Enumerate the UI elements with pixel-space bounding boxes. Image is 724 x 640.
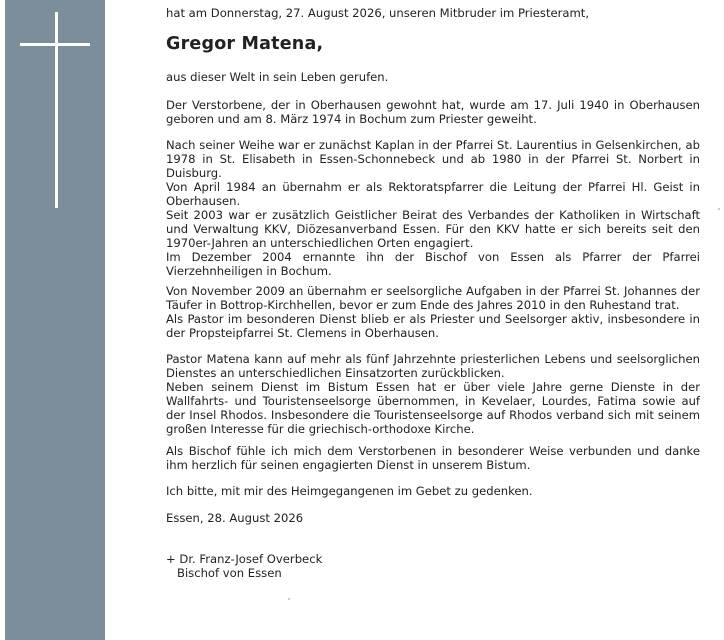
signature-block xyxy=(166,552,322,580)
called-line xyxy=(166,70,700,84)
signatory-title: Bischof von Essen xyxy=(177,566,282,580)
paragraph-line: Pastor Matena kann auf mehr als fünf Jahrzehnte priesterlichen Lebens und seelsorglichen Dienstes an unterschiedlichen Einsatzorten zurückblicken. xyxy=(166,352,700,380)
paragraph-4 xyxy=(166,352,700,436)
paragraph-3 xyxy=(166,284,700,340)
cross-icon-bar xyxy=(20,43,90,46)
scan-speck xyxy=(288,598,290,600)
paragraph-line: Neben seinem Dienst im Bistum Essen hat er über viele Jahre gerne Dienste in der Wallfahrts- und Touristenseelsorge übernommen, in Kevelaer, Lourdes, Fatima sowie auf der Insel Rhodos. Insbesondere die Touristenseelsorge auf Rhodos verband sich mit seinem großen Interesse für die griechisch-orthodoxe Kirche. xyxy=(166,380,700,436)
place-date xyxy=(166,511,700,525)
paragraph-line: Von April 1984 an übernahm er als Rektoratspfarrer die Leitung der Pfarrei Hl. Geist in Oberhausen. xyxy=(166,180,700,208)
signatory-name: + Dr. Franz-Josef Overbeck xyxy=(166,552,323,566)
paragraph-6 xyxy=(166,484,700,498)
opening-line: hat am Donnerstag, 27. August 2026, unseren Mitbruder im Priesteramt, xyxy=(166,6,590,20)
scan-speck xyxy=(718,208,720,210)
paragraph-line: Essen, 28. August 2026 xyxy=(166,511,304,525)
deceased-name: Gregor Matena, xyxy=(166,34,324,54)
paragraph-line: Nach seiner Weihe war er zunächst Kaplan in der Pfarrei St. Laurentius in Gelsenkirchen, ab 1978 in St. Elisabeth in Essen-Schonnebeck und ab 1980 in der Pfarrei St. Norbert in Duisburg. xyxy=(166,138,700,180)
paragraph-line: Als Bischof fühle ich mich dem Verstorbenen in besonderer Weise verbunden und danke ihm herzlich für seinen engagierten Dienst in unserem Bistum. xyxy=(166,444,700,472)
paragraph-line: Seit 2003 war er zusätzlich Geistlicher Beirat des Verbandes der Katholiken in Wirtschaft und Verwaltung KKV, Diözesanverband Essen. Für den KKV hatte er sich bereits seit den 1970er-Jahren an unterschiedlichen Orten engagiert. xyxy=(166,208,700,250)
paragraph-line: Der Verstorbene, der in Oberhausen gewohnt hat, wurde am 17. Juli 1940 in Oberhausen geboren und am 8. März 1974 in Bochum zum Priester geweiht. xyxy=(166,98,700,126)
cross-icon xyxy=(55,12,58,208)
paragraph-line: Im Dezember 2004 ernannte ihn der Bischof von Essen als Pfarrer der Pfarrei Vierzehnheiligen in Bochum. xyxy=(166,250,700,278)
paragraph-5 xyxy=(166,444,700,472)
paragraph-line: Ich bitte, mit mir des Heimgegangenen im Gebet zu gedenken. xyxy=(166,484,533,498)
paragraph-2 xyxy=(166,138,700,278)
paragraph-line: Von November 2009 an übernahm er seelsorgliche Aufgaben in der Pfarrei St. Johannes der Täufer in Bottrop-Kirchhellen, bevor er zum Ende des Jahres 2010 in den Ruhestand trat. xyxy=(166,284,700,312)
paragraph-line: Als Pastor im besonderen Dienst blieb er als Priester und Seelsorger aktiv, insbesondere in der Propsteipfarrei St. Clemens in Oberhausen. xyxy=(166,312,700,340)
paragraph-1 xyxy=(166,98,700,126)
memorial-sidebar xyxy=(0,0,105,640)
called-text: aus dieser Welt in sein Leben gerufen. xyxy=(166,70,389,84)
